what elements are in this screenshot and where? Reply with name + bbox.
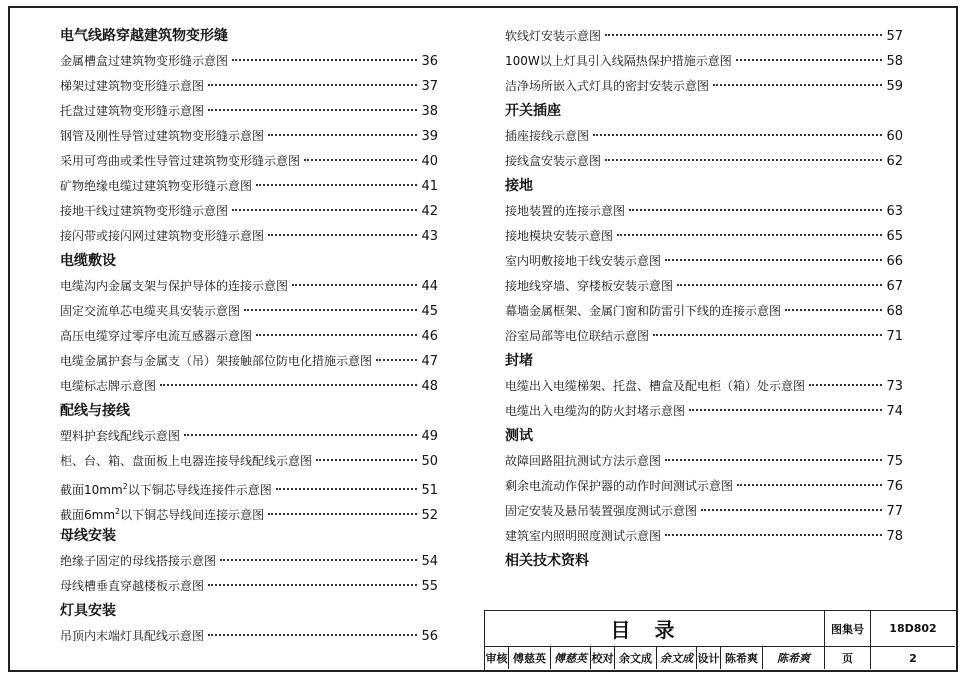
toc-page-number: 39 <box>421 129 438 144</box>
toc-entry[interactable] <box>505 49 903 74</box>
toc-entry-title <box>505 324 649 349</box>
section-heading: 母线安装 <box>60 528 116 544</box>
leader-dots <box>737 484 882 486</box>
toc-entry-title <box>60 124 264 149</box>
toc-entry[interactable] <box>505 449 903 474</box>
superscript: 2 <box>122 482 128 491</box>
section-heading: 电缆敷设 <box>60 253 116 269</box>
toc-entry-title-text: 洁净场所嵌入式灯具的密封安装示意图 <box>505 79 710 93</box>
toc-entry[interactable] <box>505 24 903 49</box>
toc-entry-title-text: 电缆标志牌示意图 <box>60 379 157 393</box>
toc-right-column <box>505 24 903 574</box>
toc-entry-title-text: 金属槽盒过建筑物变形缝示意图 <box>60 54 229 68</box>
leader-dots <box>809 384 882 386</box>
leader-dots <box>376 359 417 361</box>
toc-page-number: 44 <box>421 279 438 294</box>
toc-entry-title <box>60 99 204 124</box>
toc-entry-title-text: 接地模块安装示意图 <box>505 229 614 243</box>
leader-dots <box>785 309 882 311</box>
toc-entry[interactable] <box>505 249 903 274</box>
reviewer-signature: 傅慈英 <box>551 647 591 669</box>
toc-entry-title <box>505 124 589 149</box>
toc-entry-title-text: 电缆沟内金属支架与保护导体的连接示意图 <box>60 279 289 293</box>
toc-entry-title <box>505 24 601 49</box>
toc-page-number: 38 <box>421 104 438 119</box>
toc-page-number: 74 <box>886 404 903 419</box>
toc-entry-title <box>60 324 252 349</box>
leader-dots <box>617 234 882 236</box>
toc-entry[interactable] <box>505 224 903 249</box>
toc-entry-title-text: 母线槽垂直穿越楼板示意图 <box>60 579 205 593</box>
toc-entry-title <box>505 274 673 299</box>
toc-entry-title <box>60 274 288 299</box>
toc-entry[interactable] <box>505 474 903 499</box>
leader-dots <box>184 434 417 436</box>
toc-entry[interactable] <box>505 374 903 399</box>
section-heading: 灯具安装 <box>60 603 116 619</box>
toc-page-number: 42 <box>421 204 438 219</box>
leader-dots <box>713 84 882 86</box>
toc-entry-title <box>505 149 601 174</box>
toc-entry[interactable] <box>60 574 438 599</box>
toc-entry-title <box>60 574 204 599</box>
toc-page-number: 60 <box>886 129 903 144</box>
leader-dots <box>605 34 882 36</box>
leader-dots <box>665 534 882 536</box>
design-label: 设计 <box>697 647 721 669</box>
toc-entry[interactable] <box>505 149 903 174</box>
toc-page-number: 43 <box>421 229 438 244</box>
toc-entry-title <box>60 224 264 249</box>
toc-entry-title <box>505 249 661 274</box>
toc-page-number: 71 <box>886 329 903 344</box>
toc-entry[interactable] <box>505 324 903 349</box>
toc-entry-title <box>60 349 372 374</box>
section-heading: 电气线路穿越建筑物变形缝 <box>60 28 228 44</box>
toc-page-number: 75 <box>886 454 903 469</box>
toc-entry[interactable] <box>60 124 438 149</box>
toc-entry[interactable] <box>60 74 438 99</box>
toc-entry-title-text: 剩余电流动作保护器的动作时间测试示意图 <box>505 479 734 493</box>
toc-page-number: 36 <box>421 54 438 69</box>
toc-entry-title <box>60 174 252 199</box>
section-heading: 接地 <box>505 178 533 194</box>
toc-entry[interactable] <box>60 199 438 224</box>
toc-page-number: 47 <box>421 354 438 369</box>
toc-entry-title-text: 软线灯安装示意图 <box>505 29 602 43</box>
toc-entry-title-text: 固定安装及悬吊装置强度测试示意图 <box>505 504 698 518</box>
toc-page-number: 58 <box>886 54 903 69</box>
toc-entry-title <box>60 149 300 174</box>
toc-entry[interactable] <box>60 99 438 124</box>
toc-page-number: 40 <box>421 154 438 169</box>
toc-entry[interactable] <box>60 49 438 74</box>
toc-entry-title-text: 电缆金属护套与金属支（吊）架接触部位防电化措施示意图 <box>60 354 373 368</box>
toc-entry-title-text: 截面10mm <box>60 483 123 497</box>
leader-dots <box>208 634 417 636</box>
toc-entry-title-text: 高压电缆穿过零序电流互感器示意图 <box>60 329 253 343</box>
toc-entry-title-text: 托盘过建筑物变形缝示意图 <box>60 104 205 118</box>
toc-entry-title <box>505 374 805 399</box>
toc-entry[interactable] <box>60 499 438 524</box>
toc-entry-title-text: 绝缘子固定的母线搭接示意图 <box>60 554 217 568</box>
leader-dots <box>593 134 882 136</box>
section-heading: 相关技术资料 <box>505 553 589 569</box>
toc-entry[interactable] <box>60 374 438 399</box>
toc-entry-title <box>505 399 685 424</box>
toc-page-number: 62 <box>886 154 903 169</box>
leader-dots <box>629 209 882 211</box>
toc-entry[interactable] <box>60 149 438 174</box>
toc-entry-title <box>505 74 709 99</box>
title-block <box>484 610 956 670</box>
toc-entry-title-text: 浴室局部等电位联结示意图 <box>505 329 650 343</box>
toc-entry-title-text: 100W以上灯具引入线隔热保护措施示意图 <box>505 54 732 68</box>
toc-entry-title-text: 接地装置的连接示意图 <box>505 204 626 218</box>
toc-entry-title-text: 钢管及刚性导管过建筑物变形缝示意图 <box>60 129 265 143</box>
toc-entry[interactable] <box>505 524 903 549</box>
toc-entry-title-text: 塑料护套线配线示意图 <box>60 429 181 443</box>
leader-dots <box>653 334 882 336</box>
toc-page-number: 56 <box>421 629 438 644</box>
leader-dots <box>268 513 417 515</box>
toc-entry-title-text: 柜、台、箱、盘面板上电器连接导线配线示意图 <box>60 454 313 468</box>
toc-entry-title <box>505 49 732 74</box>
toc-entry-title-text: 幕墙金属框架、金属门窗和防雷引下线的连接示意图 <box>505 304 782 318</box>
toc-page-number: 63 <box>886 204 903 219</box>
toc-page-number: 68 <box>886 304 903 319</box>
toc-entry[interactable] <box>60 449 438 474</box>
leader-dots <box>736 59 883 61</box>
toc-entry-title-text: 插座接线示意图 <box>505 129 590 143</box>
toc-entry-title-tail: 以下铜芯导线连接件示意图 <box>127 483 272 497</box>
toc-page-number: 77 <box>886 504 903 519</box>
toc-entry[interactable] <box>60 274 438 299</box>
toc-entry-title <box>60 199 228 224</box>
leader-dots <box>208 84 417 86</box>
toc-entry[interactable] <box>60 349 438 374</box>
toc-entry[interactable] <box>505 199 903 224</box>
leader-dots <box>232 59 417 61</box>
page-label: 页 <box>825 647 871 669</box>
toc-entry-title <box>60 49 228 74</box>
toc-page-number: 55 <box>421 579 438 594</box>
toc-entry[interactable] <box>505 499 903 524</box>
toc-entry-title <box>60 549 216 574</box>
toc-entry-title-text: 电缆出入电缆梯架、托盘、槽盒及配电柜（箱）处示意图 <box>505 379 806 393</box>
toc-entry-title-text: 建筑室内照明照度测试示意图 <box>505 529 662 543</box>
check-label: 校对 <box>591 647 615 669</box>
toc-entry[interactable] <box>60 224 438 249</box>
toc-entry-title <box>505 199 625 224</box>
toc-entry-title <box>60 74 204 99</box>
toc-entry-title-text: 采用可弯曲或柔性导管过建筑物变形缝示意图 <box>60 154 301 168</box>
leader-dots <box>677 284 882 286</box>
toc-entry-title-text: 故障回路阻抗测试方法示意图 <box>505 454 662 468</box>
toc-entry-title <box>505 524 661 549</box>
toc-entry-title <box>505 499 697 524</box>
toc-page-number: 52 <box>421 508 438 523</box>
leader-dots <box>244 309 417 311</box>
section-heading: 测试 <box>505 428 533 444</box>
atlas-number: 18D802 <box>871 611 955 647</box>
toc-entry[interactable] <box>60 424 438 449</box>
toc-entry-title-text: 吊顶内末端灯具配线示意图 <box>60 629 205 643</box>
toc-entry-title-text: 矿物绝缘电缆过建筑物变形缝示意图 <box>60 179 253 193</box>
toc-page-number: 66 <box>886 254 903 269</box>
toc-entry-title-text: 固定交流单芯电缆夹具安装示意图 <box>60 304 241 318</box>
leader-dots <box>276 488 418 490</box>
leader-dots <box>232 209 417 211</box>
atlas-number-label: 图集号 <box>825 611 871 647</box>
toc-page-number: 49 <box>421 429 438 444</box>
section-heading: 开关插座 <box>505 103 561 119</box>
toc-page-number: 59 <box>886 79 903 94</box>
leader-dots <box>256 334 417 336</box>
leader-dots <box>701 509 882 511</box>
toc-entry-title-text: 梯架过建筑物变形缝示意图 <box>60 79 205 93</box>
toc-entry-title <box>505 299 781 324</box>
leader-dots <box>605 159 882 161</box>
section-heading: 配线与接线 <box>60 403 130 419</box>
toc-entry[interactable] <box>60 174 438 199</box>
toc-entry[interactable] <box>505 74 903 99</box>
page-number: 2 <box>909 651 917 665</box>
toc-page-number: 41 <box>421 179 438 194</box>
superscript: 2 <box>115 507 121 516</box>
toc-page-number: 51 <box>421 483 438 498</box>
toc-entry-title <box>60 449 312 474</box>
toc-entry-title-text: 电缆出入电缆沟的防火封堵示意图 <box>505 404 686 418</box>
toc-entry-title <box>505 449 661 474</box>
toc-entry[interactable] <box>60 549 438 574</box>
toc-entry[interactable] <box>60 624 438 649</box>
leader-dots <box>689 409 882 411</box>
toc-entry[interactable] <box>505 124 903 149</box>
leader-dots <box>665 459 882 461</box>
checker-name: 余文成 <box>615 647 657 669</box>
toc-entry-title-text: 室内明敷接地干线安装示意图 <box>505 254 662 268</box>
section-heading: 封堵 <box>505 353 533 369</box>
toc-page-number: 57 <box>886 29 903 44</box>
designer-signature: 陈希爽 <box>763 647 825 669</box>
leader-dots <box>208 109 417 111</box>
leader-dots <box>160 384 417 386</box>
checker-signature: 余文成 <box>657 647 697 669</box>
toc-page-number: 37 <box>421 79 438 94</box>
toc-entry[interactable] <box>505 399 903 424</box>
toc-page-number: 73 <box>886 379 903 394</box>
toc-entry-title <box>60 624 204 649</box>
toc-entry-title-tail: 以下铜芯导线间连接示意图 <box>120 508 265 522</box>
toc-entry[interactable] <box>505 299 903 324</box>
toc-entry-title <box>505 224 613 249</box>
toc-page-number: 65 <box>886 229 903 244</box>
toc-entry-title-text: 接闪带或接闪网过建筑物变形缝示意图 <box>60 229 265 243</box>
review-label: 审核 <box>485 647 509 669</box>
designer-name: 陈希爽 <box>721 647 763 669</box>
leader-dots <box>316 459 417 461</box>
toc-entry-title <box>60 299 240 324</box>
toc-page-number: 46 <box>421 329 438 344</box>
toc-page-number: 67 <box>886 279 903 294</box>
toc-entry-title-text: 截面6mm <box>60 508 116 522</box>
toc-entry-title <box>60 424 180 449</box>
reviewer-name: 傅慈英 <box>509 647 551 669</box>
toc-entry[interactable] <box>60 299 438 324</box>
leader-dots <box>304 159 417 161</box>
leader-dots <box>268 234 417 236</box>
toc-left-column <box>60 24 438 649</box>
leader-dots <box>292 284 417 286</box>
toc-entry[interactable] <box>60 324 438 349</box>
toc-page-number: 48 <box>421 379 438 394</box>
leader-dots <box>220 559 417 561</box>
toc-entry-title <box>505 474 733 499</box>
toc-page-number: 45 <box>421 304 438 319</box>
title-block-title: 目录 <box>485 611 825 647</box>
toc-page-number: 50 <box>421 454 438 469</box>
toc-entry-title <box>60 374 156 399</box>
toc-page-number: 76 <box>886 479 903 494</box>
leader-dots <box>665 259 882 261</box>
toc-entry-title-text: 接地线穿墙、穿楼板安装示意图 <box>505 279 674 293</box>
toc-entry-title-text: 接线盒安装示意图 <box>505 154 602 168</box>
leader-dots <box>256 184 417 186</box>
toc-page-number: 54 <box>421 554 438 569</box>
toc-entry-title-text: 接地干线过建筑物变形缝示意图 <box>60 204 229 218</box>
toc-entry[interactable] <box>60 474 438 499</box>
leader-dots <box>268 134 417 136</box>
toc-page-number: 78 <box>886 529 903 544</box>
toc-entry[interactable] <box>505 274 903 299</box>
leader-dots <box>208 584 417 586</box>
